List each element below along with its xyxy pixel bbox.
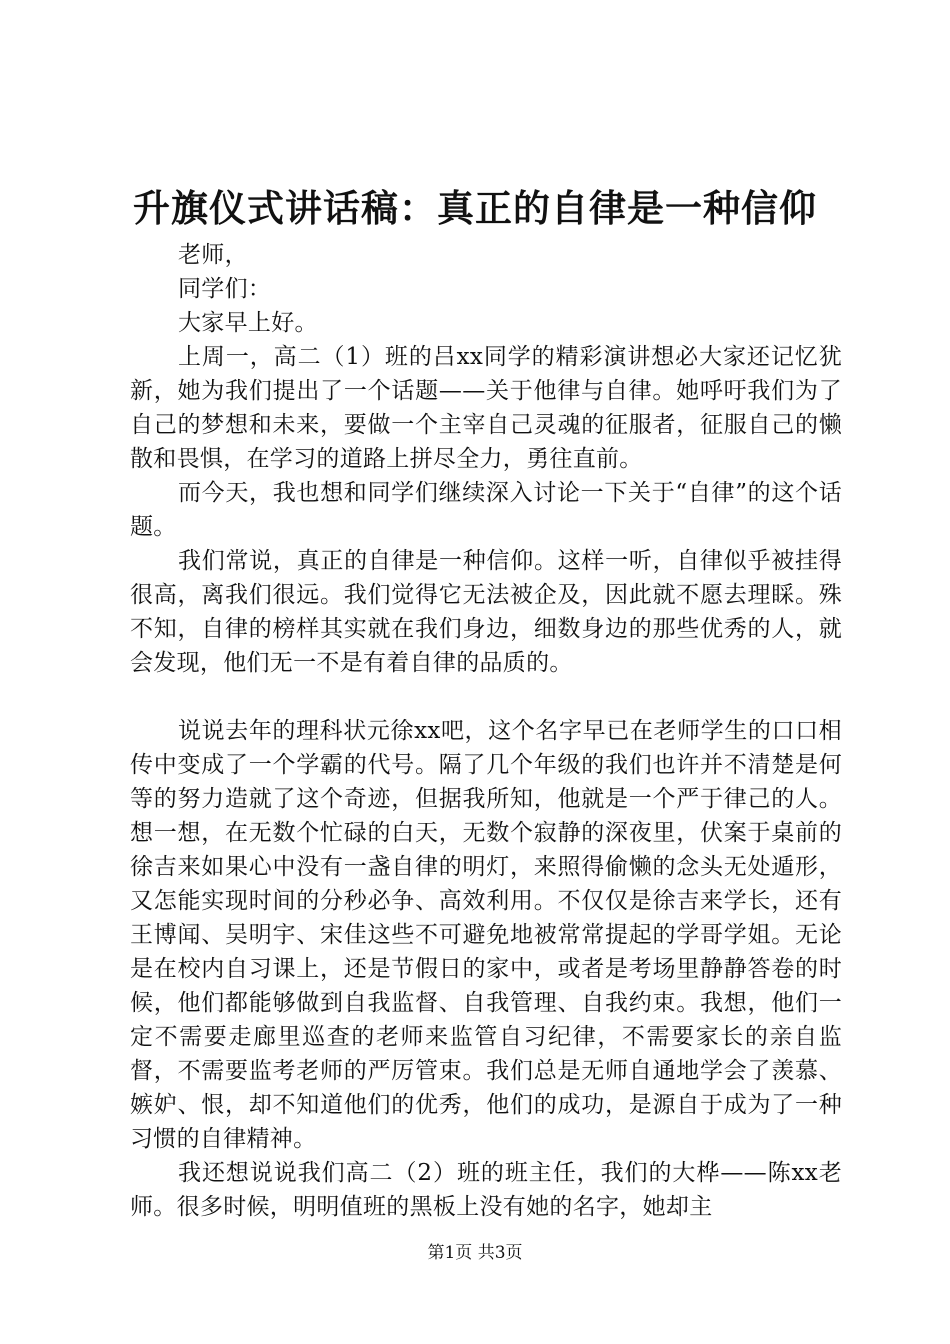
document-title: 升旗仪式讲话稿：真正的自律是一种信仰	[133, 186, 817, 230]
paragraph: 上周一，高二（1）班的吕xx同学的精彩演讲想必大家还记忆犹新，她为我们提出了一个话题——关于他律与自律。她呼吁我们为了自己的梦想和未来，要做一个主宰自己灵魂的征服者，征服自己的懒散和畏惧，在学习的道路上拼尽全力，勇往直前。	[130, 344, 842, 472]
page-number: 第1页 共3页	[427, 1243, 523, 1263]
paragraph: 说说去年的理科状元徐xx吧，这个名字早已在老师学生的口口相传中变成了一个学霸的代号。隔了几个年级的我们也许并不清楚是何等的努力造就了这个奇迹，但据我所知，他就是一个严于律己的人。想一想，在无数个忙碌的白天，无数个寂静的深夜里，伏案于桌前的徐吉来如果心中没有一盏自律的明灯，来照得偷懒的念头无处遁形，又怎能实现时间的分秒必争、高效利用。不仅仅是徐吉来学长，还有王博闻、吴明宇、宋佳这些不可避免地被常常提起的学哥学姐。无论是在校内自习课上，还是节假日的家中，或者是考场里静静答卷的时候，他们都能够做到自我监督、自我管理、自我约束。我想，他们一定不需要走廊里巡查的老师来监管自习纪律，不需要家长的亲自监督，不需要监考老师的严厉管束。我们总是无师自通地学会了羡慕、嫉妒、恨，却不知道他们的优秀，他们的成功，是源自于成为了一种习惯的自律精神。	[130, 718, 842, 1152]
salutation-students: 同学们：	[178, 276, 272, 302]
greeting: 大家早上好。	[178, 310, 318, 336]
paragraph: 我还想说说我们高二（2）班的班主任，我们的大桦——陈xx老师。很多时候，明明值班的黑板上没有她的名字，她却主	[130, 1160, 842, 1220]
salutation-teachers: 老师，	[178, 242, 248, 268]
paragraph: 而今天，我也想和同学们继续深入讨论一下关于“自律”的这个话题。	[130, 480, 842, 540]
document-body	[130, 238, 842, 1224]
paragraph: 我们常说，真正的自律是一种信仰。这样一听，自律似乎被挂得很高，离我们很远。我们觉得它无法被企及，因此就不愿去理睬。殊不知，自律的榜样其实就在我们身边，细数身边的那些优秀的人，就会发现，他们无一不是有着自律的品质的。	[130, 548, 842, 676]
